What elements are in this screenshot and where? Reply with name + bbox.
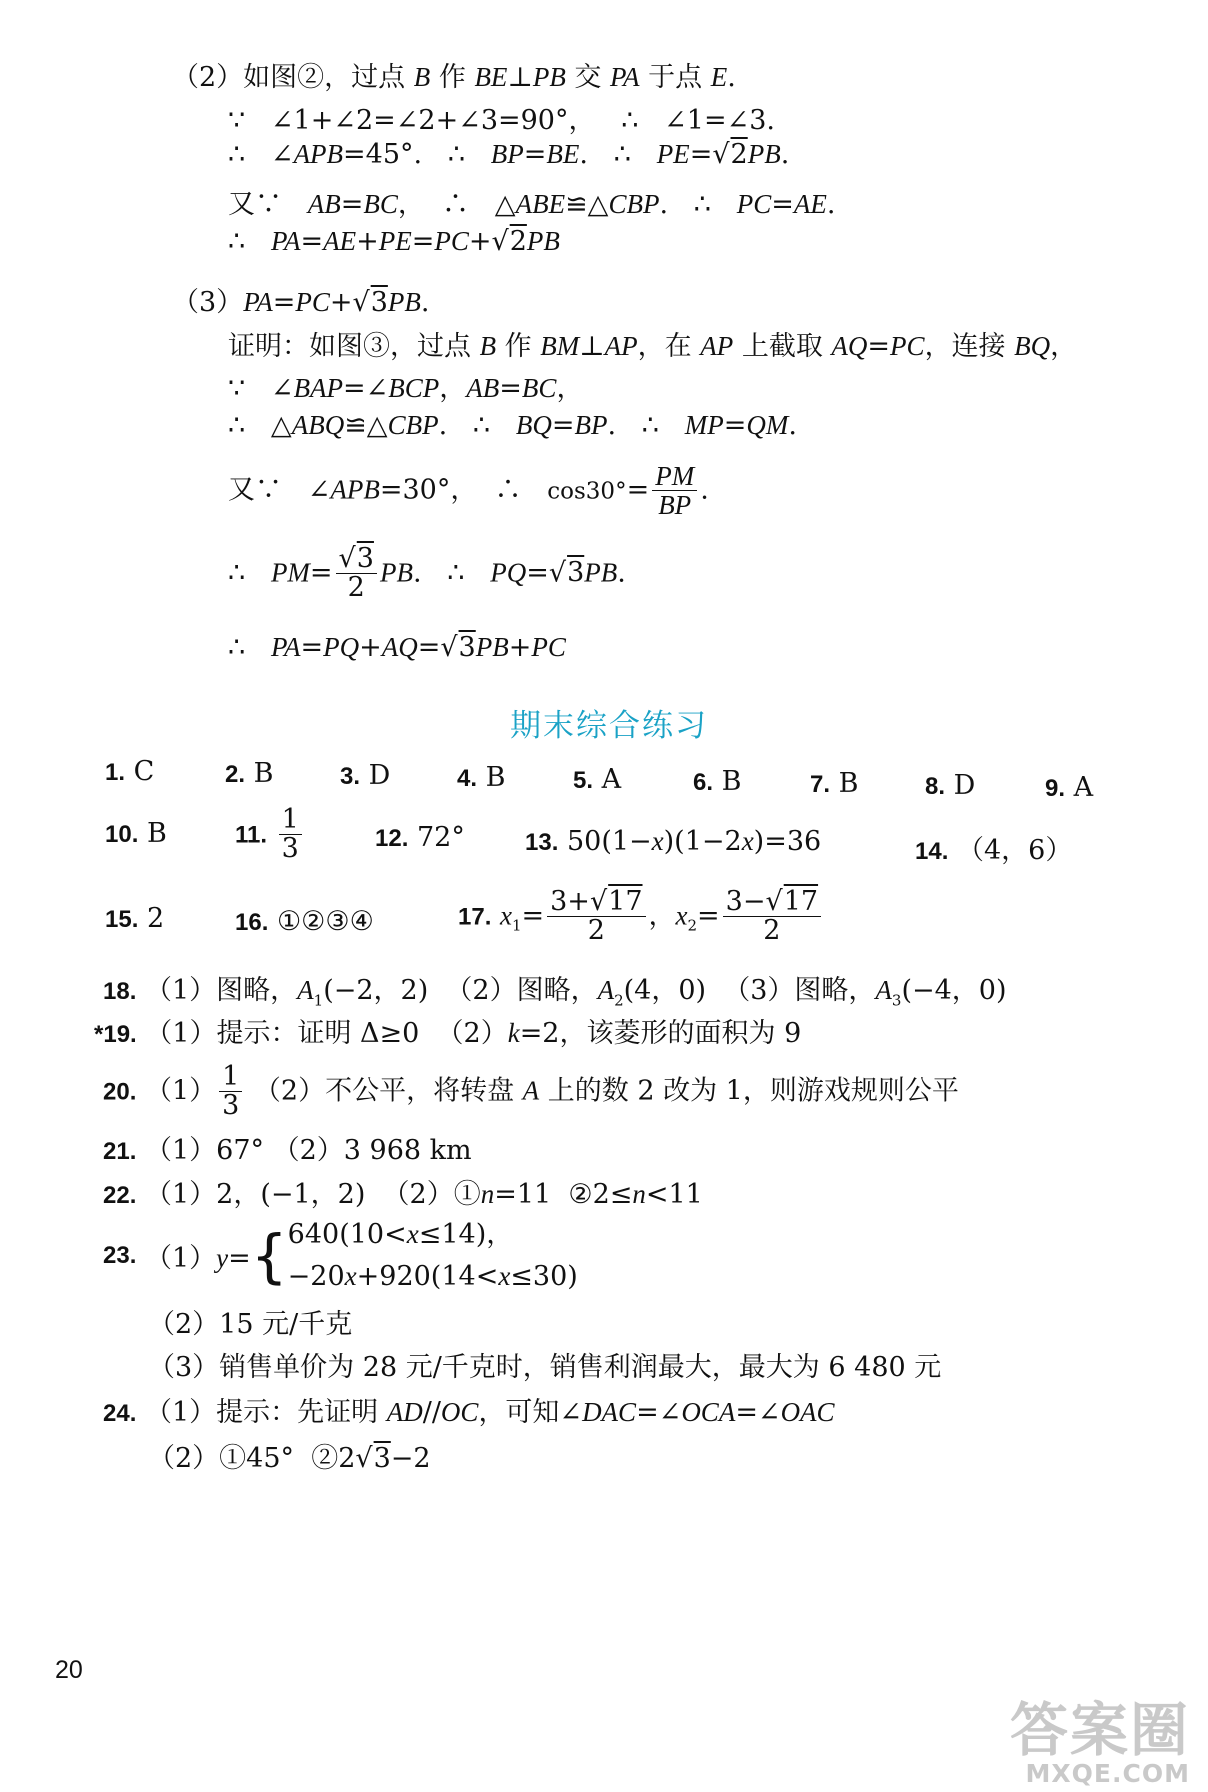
part3-line-3: ∴ △ABQ≌△CBP. ∴ BQ=BP. ∴ MP=QM.	[228, 410, 797, 441]
part2-line-4: ∴ PA=AE+PE=PC+√2PB	[228, 226, 560, 257]
answer-23-part-3: （3）销售单价为 28 元/千克时，销售利润最大，最大为 6 480 元	[148, 1352, 942, 1383]
mc-answer-10: 10. B	[105, 818, 167, 849]
fill-answer-14: 14. （4，6）	[915, 835, 1073, 866]
fill-answer-16: 16. ①②③④	[235, 906, 374, 937]
mc-answer-1: 1. C	[105, 756, 155, 787]
answer-20: 20. （1） $\frac{1}{3}$ （2）不公平，将转盘 A 上的数 2 改为 1，则游戏规则公平	[103, 1061, 959, 1122]
section-title: 期末综合练习	[510, 708, 708, 744]
answer-19: *19. （1）提示：证明 Δ≥0 （2）k=2，该菱形的面积为 9	[94, 1018, 802, 1049]
fill-answer-13: 13. 50(1−x)(1−2x)=36	[525, 826, 822, 857]
mc-answer-3: 3. D	[340, 760, 391, 791]
fill-answer-17: 17. $x_1=$ $\frac{3+√17}{2}$ ，$x_2=$ $\frac{3-√17}{2}$	[458, 888, 824, 946]
part2-line-2: ∴ ∠APB=45°. ∴ BP=BE. ∴ PE=√2PB.	[228, 139, 790, 170]
part3-line-2: ∵ ∠BAP=∠BCP，AB=BC，	[228, 373, 584, 404]
mc-answer-8: 8. D	[925, 770, 976, 801]
mc-answer-6: 6. B	[693, 766, 742, 797]
part2-intro: （2）如图②，过点 B 作 BE⊥PB 交 PA 于点 E.	[172, 62, 736, 93]
page-number: 20	[55, 1656, 83, 1684]
part3-line-4: 又∵ ∠APB=30°， ∴ cos30°= $\frac{PM}{BP}$ .	[228, 461, 709, 521]
part2-line-3: 又∵ AB=BC， ∴ △ABE≌△CBP. ∴ PC=AE.	[228, 189, 836, 220]
answer-24-part-2: （2）①45° ②2√3−2	[148, 1443, 431, 1474]
part2-line-1: ∵ ∠1+∠2=∠2+∠3=90°， ∴ ∠1=∠3.	[228, 105, 775, 136]
mc-answer-7: 7. B	[810, 768, 859, 799]
part3-line-1: 证明：如图③，过点 B 作 BM⊥AP，在 AP 上截取 AQ=PC，连接 BQ，	[228, 331, 1078, 362]
fill-answer-12: 12. 72°	[375, 822, 465, 853]
mc-answer-2: 2. B	[225, 758, 274, 789]
part3-line-6: ∴ PA=PQ+AQ=√3PB+PC	[228, 632, 566, 663]
answer-24-part-1: 24. （1）提示：先证明 AD//OC，可知∠DAC=∠OCA=∠OAC	[103, 1397, 835, 1428]
mc-answer-5: 5. A	[573, 764, 622, 795]
fill-answer-11: 11. $\frac{1}{3}$	[235, 806, 305, 864]
mc-answer-4: 4. B	[457, 762, 506, 793]
mc-answer-9: 9. A	[1045, 772, 1094, 803]
answer-21: 21. （1）67° （2）3 968 km	[103, 1135, 472, 1166]
answer-22: 22. （1）2，(−1，2) （2）①n=11 ②2≤n<11	[103, 1179, 703, 1210]
answer-23-part-2: （2）15 元/千克	[148, 1309, 353, 1340]
part3-intro: （3）PA=PC+√3PB.	[172, 287, 430, 318]
fill-answer-15: 15. 2	[105, 903, 165, 934]
part3-line-5: ∴ PM= $\frac{√3}{2}$ PB. ∴ PQ=√3PB.	[228, 543, 626, 604]
watermark-logo: 答案圈 MXQE.COM	[1009, 1696, 1190, 1788]
answer-23-part-1: 23. （1）y={640(10<x≤14)， −20x+920(14<x≤30)	[103, 1219, 578, 1292]
answer-18: 18. （1）图略，$A_1(-2$，2) （2）图略，$A_2(4$，0) （3）图略，$A_3(-4$，0)	[103, 975, 1007, 1010]
